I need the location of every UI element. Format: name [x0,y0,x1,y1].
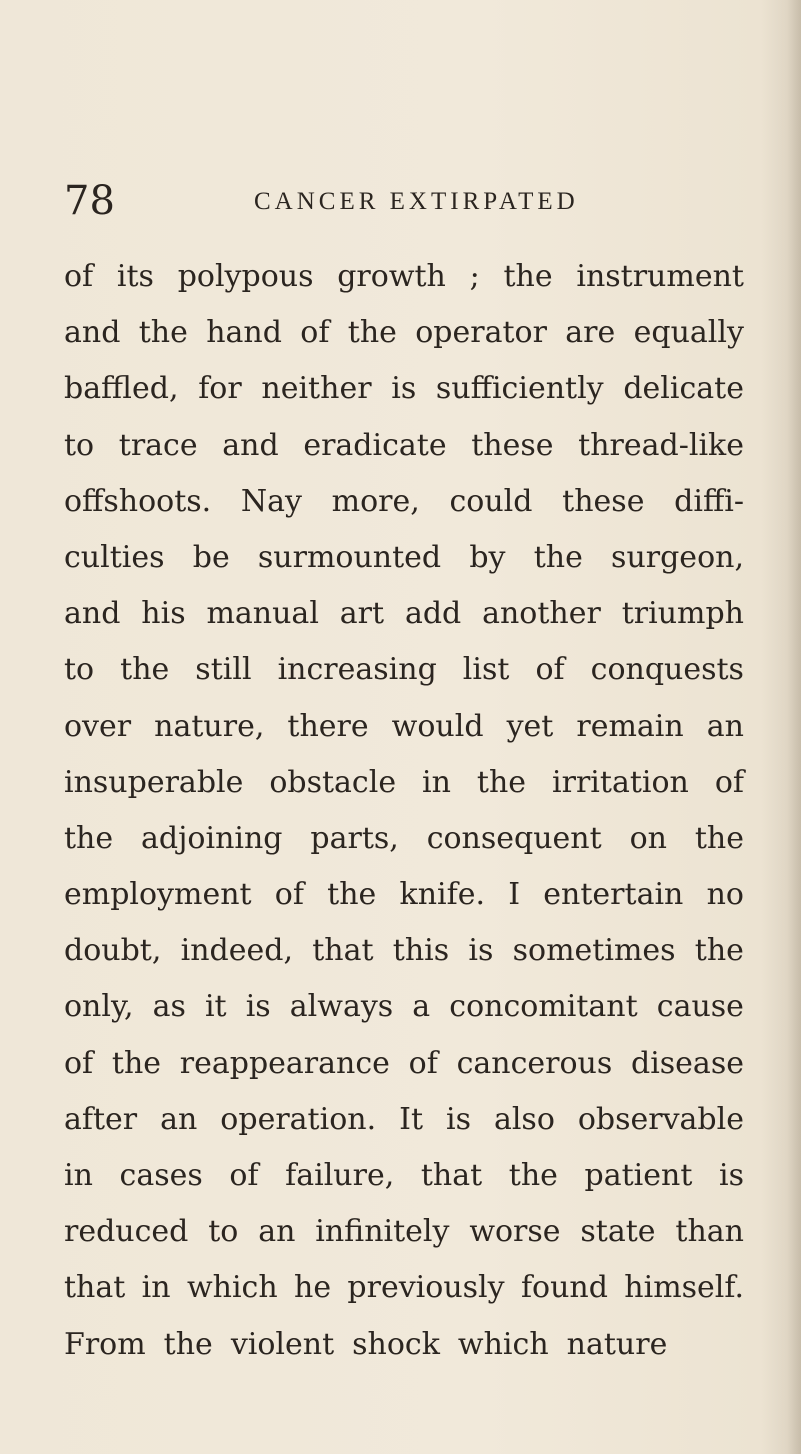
word: the [476,764,527,800]
word: is [391,371,417,407]
word: there [287,708,369,744]
word: ; [469,259,480,294]
word: the [163,1326,213,1362]
word: by [469,539,506,575]
page-number: 78 [64,178,115,224]
word: than [675,1214,744,1250]
text-line [64,1204,744,1260]
word: nature [566,1326,668,1362]
word: over [64,708,132,744]
word: operator [415,315,547,351]
text-line [64,1148,744,1204]
word: also [493,1101,555,1137]
word: manual [206,596,319,632]
word: this [392,933,450,969]
word: to [64,652,95,688]
word: the [347,315,397,351]
word: irritation [552,764,689,800]
word: always [289,989,394,1025]
word: in [422,764,451,800]
word: operation. [220,1101,377,1137]
text-line [64,305,744,361]
word: the [120,652,170,688]
text-line [64,530,744,586]
text-line [64,249,744,305]
word: that [312,933,374,969]
word: of [300,315,330,351]
word: obstacle [269,764,397,800]
word: cancerous [456,1045,613,1081]
word: a [412,989,431,1025]
word: the [503,259,553,294]
word: state [580,1214,656,1250]
text-line [64,1092,744,1148]
word: the [533,539,583,575]
word: neither [261,371,372,407]
word: infinitely [315,1214,450,1250]
text-line [64,361,744,417]
word: cause [656,989,744,1025]
word: increasing [277,652,437,688]
word: patient [584,1158,693,1193]
word: previously [347,1270,505,1306]
running-title: CANCER EXTIRPATED [254,188,579,215]
word: violent [230,1326,335,1362]
word: of [408,1045,438,1081]
body-text [64,249,744,1373]
word: in [141,1270,171,1306]
word: as [152,989,186,1025]
word: the [508,1158,558,1193]
word: it [204,989,227,1025]
word: yet [506,708,554,744]
text-line [64,1317,744,1373]
text-line [64,755,744,811]
word: triumph [621,596,744,632]
word: which [457,1326,549,1362]
word: worse [469,1214,561,1250]
word: list [462,652,510,688]
word: an [160,1101,198,1137]
word: knife. [399,877,486,913]
word: the [694,933,744,969]
text-line [64,699,744,755]
word: equally [633,315,744,351]
word: no [706,877,744,913]
word: in [64,1158,93,1193]
text-line [64,811,744,867]
word: trace [118,427,198,463]
word: failure, [285,1158,395,1193]
word: the [138,315,188,351]
word: of [535,652,565,688]
word: and [64,315,121,351]
word: of [229,1158,259,1193]
word: still [195,652,252,688]
word: its [116,259,154,294]
word: of [714,764,744,800]
word: thread-like [578,427,744,463]
text-line [64,1260,744,1316]
word: and [222,427,279,463]
word: instrument [576,259,744,294]
text-line [64,474,744,530]
word: that [64,1270,126,1306]
word: reappearance [179,1045,390,1081]
word: baffled, [64,371,179,407]
word: delicate [623,371,744,407]
word: I [508,877,521,913]
word: From [64,1326,146,1362]
word: an [258,1214,296,1250]
word: nature, [154,708,265,744]
running-head [64,176,744,226]
word: more, [331,483,420,519]
word: could [449,483,533,519]
text-line [64,418,744,474]
word: parts, [310,820,399,856]
word: is [468,933,494,969]
word: shock [352,1326,440,1362]
word: himself. [624,1270,744,1306]
word: would [391,708,484,744]
word: conquests [590,652,744,688]
word: to [64,427,95,463]
word: consequent [426,820,602,856]
text-line [64,923,744,979]
word: growth [337,259,446,294]
text-line [64,1036,744,1092]
word: offshoots. [64,483,212,519]
word: doubt, [64,933,162,969]
word: is [245,989,271,1025]
word: remain [576,708,684,744]
word: indeed, [180,933,293,969]
word: disease [630,1045,744,1081]
word: employment [64,877,252,913]
word: found [520,1270,608,1306]
word: It [399,1101,423,1137]
word: to [208,1214,239,1250]
word: of [64,1045,94,1081]
word: these [471,427,554,463]
word: after [64,1101,138,1137]
word: polypous [177,259,314,294]
word: culties [64,539,165,575]
word: which [186,1270,278,1306]
word: surmounted [257,539,442,575]
word: diffi- [674,483,744,519]
word: surgeon, [611,539,744,575]
word: Nay [240,483,302,519]
word: for [198,371,242,407]
word: reduced [64,1214,189,1250]
word: sometimes [512,933,676,969]
word: art [339,596,385,632]
word: the [64,820,114,856]
word: these [562,483,645,519]
word: are [565,315,616,351]
word: insuperable [64,764,244,800]
word: entertain [543,877,684,913]
page-edge-shadow [787,0,801,1454]
word: of [274,877,304,913]
word: his [141,596,186,632]
word: adjoining [141,820,283,856]
word: cases [119,1158,203,1193]
word: the [694,820,744,856]
word: be [192,539,230,575]
word: an [706,708,744,744]
word: sufficiently [435,371,604,407]
word: the [111,1045,162,1081]
word: concomitant [449,989,638,1025]
word: observable [577,1101,744,1137]
word: only, [64,989,134,1025]
text-line [64,586,744,642]
word: is [718,1158,744,1193]
text-line [64,979,744,1035]
word: another [482,596,601,632]
word: hand [206,315,282,351]
word: that [420,1158,483,1193]
text-line [64,642,744,698]
word: add [404,596,462,632]
word: on [629,820,667,856]
word: and [64,596,121,632]
text-line [64,867,744,923]
word: of [64,259,94,294]
word: he [294,1270,332,1306]
word: the [327,877,377,913]
word: is [445,1101,471,1137]
word: eradicate [303,427,447,463]
